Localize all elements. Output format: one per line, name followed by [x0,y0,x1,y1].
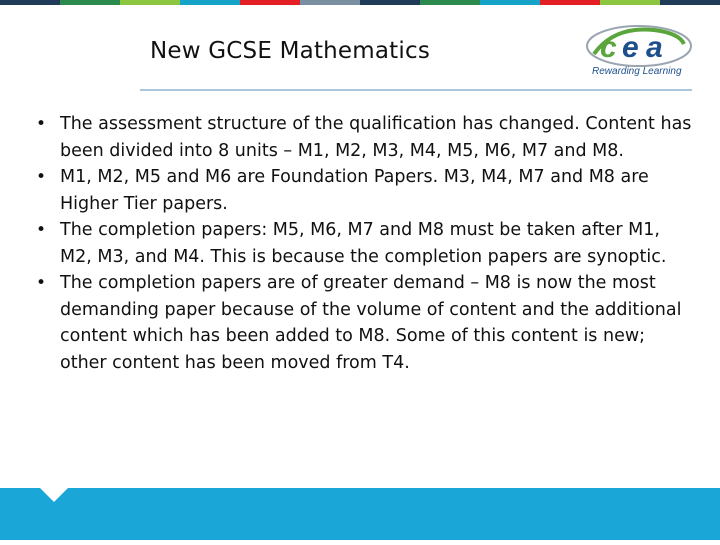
top-stripe-segment [0,0,60,5]
svg-text:c: c [600,31,617,64]
top-color-stripe [0,0,720,5]
top-stripe-segment [300,0,360,5]
bullet-item [36,270,696,376]
bullet-text: The assessment structure of the qualification has changed. Content has been divided into 8 units – M1, M2, M3, M4, M5, M6, M7 and M8. [60,114,692,161]
bullet-dot-icon: • [36,220,47,240]
footer-band [0,488,720,540]
bullet-dot-icon: • [36,114,47,134]
top-stripe-segment [420,0,480,5]
top-stripe-segment [540,0,600,5]
ccea-logo [584,24,694,82]
bullet-text: The completion papers are of greater demand – M8 is now the most demanding paper because of the volume of content and the additional content which has been added to M8. Some of this content is new; other content has been moved from T4. [60,273,682,373]
bullet-item [36,164,696,217]
bullet-item [36,111,696,164]
top-stripe-segment [240,0,300,5]
logo-tagline: Rewarding Learning [592,66,682,77]
logo-mark-icon [584,24,694,68]
svg-text:a: a [646,31,663,64]
top-stripe-segment [480,0,540,5]
top-stripe-segment [600,0,660,5]
bullet-text: M1, M2, M5 and M6 are Foundation Papers. M3, M4, M7 and M8 are Higher Tier papers. [60,167,649,214]
bullet-item [36,217,696,270]
bullet-dot-icon: • [36,273,47,293]
top-stripe-segment [60,0,120,5]
footer-band-shape [0,488,720,540]
bullet-dot-icon: • [36,167,47,187]
bullet-text: The completion papers: M5, M6, M7 and M8 must be taken after M1, M2, M3, and M4. This is because the completion papers are synoptic. [60,220,667,267]
top-stripe-segment [180,0,240,5]
top-stripe-segment [660,0,720,5]
svg-text:e: e [622,31,639,64]
slide-title: New GCSE Mathematics [150,38,431,64]
top-stripe-segment [360,0,420,5]
top-stripe-segment [120,0,180,5]
title-divider [140,89,692,91]
bullet-list [36,111,696,376]
